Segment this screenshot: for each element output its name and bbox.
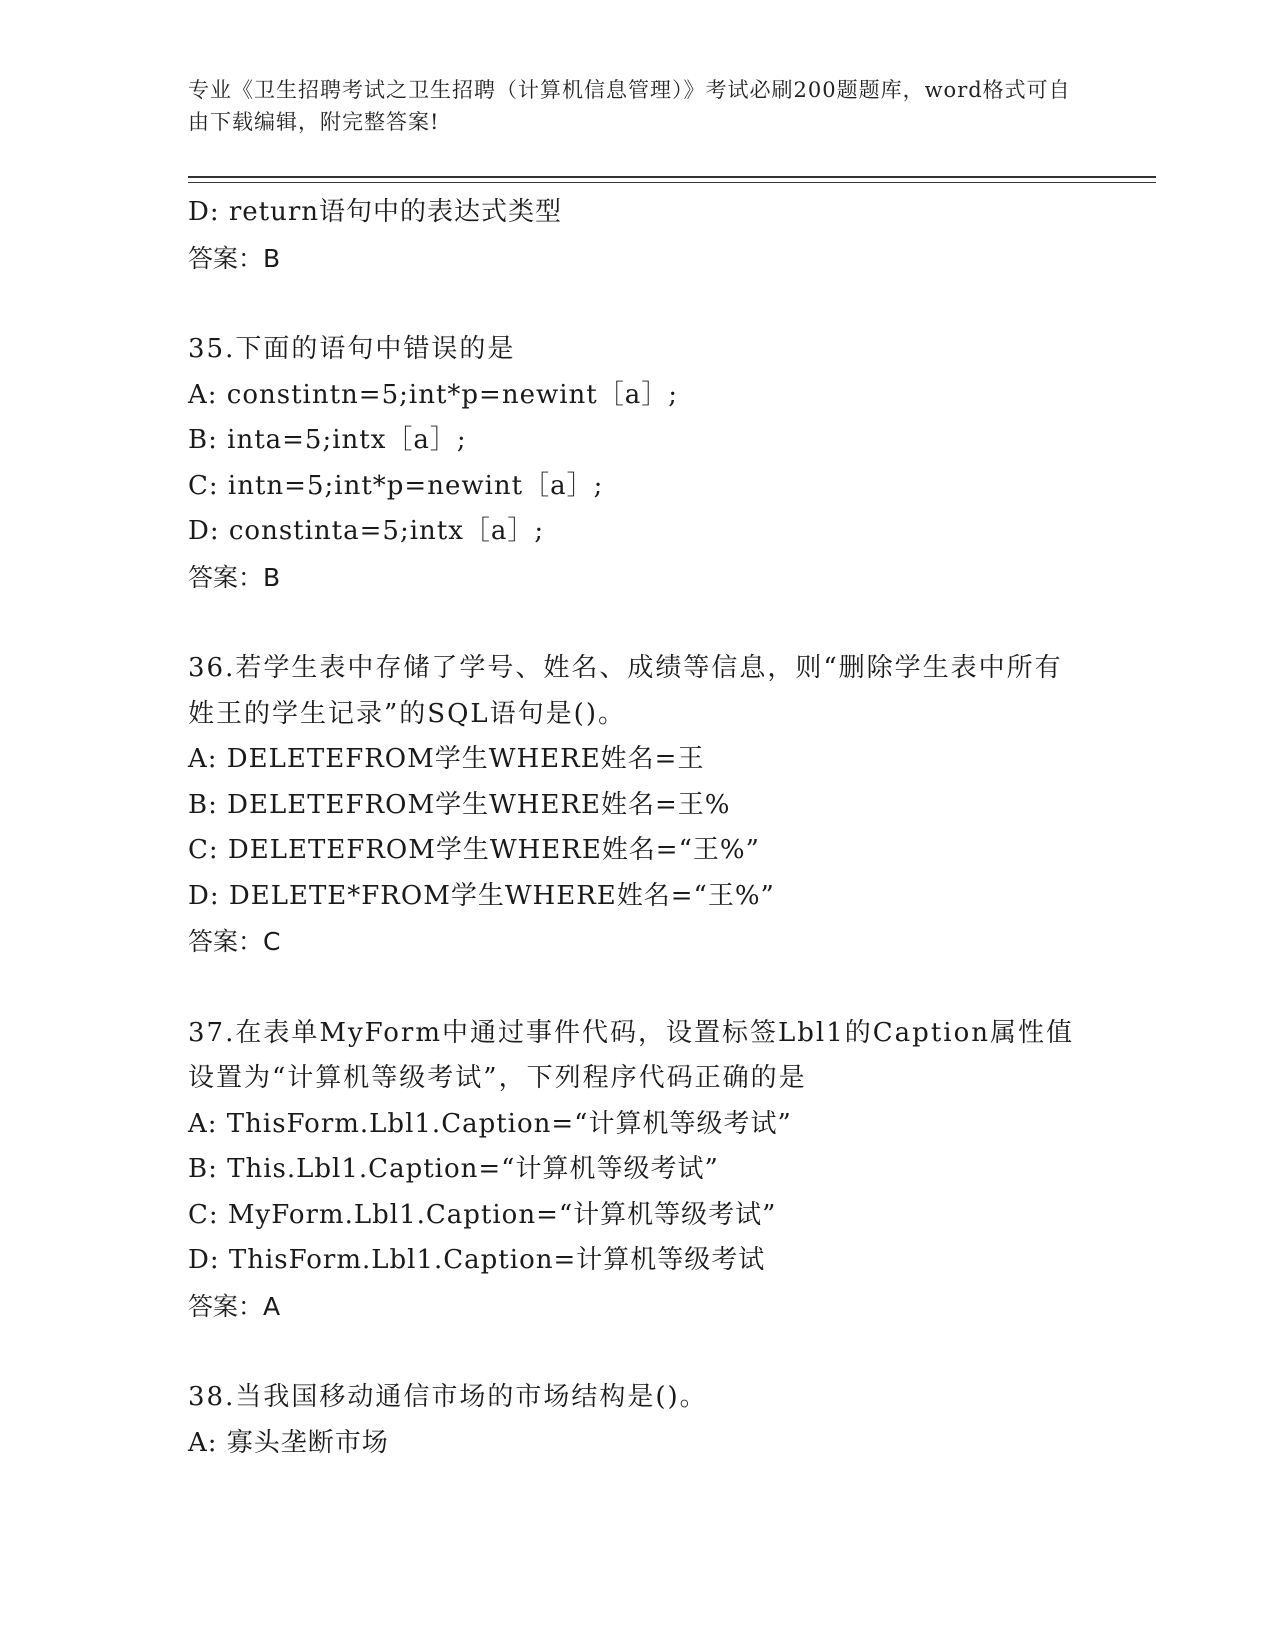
answer-label: 答案：C	[188, 927, 281, 956]
header-divider-thin	[188, 182, 1156, 183]
option-b: B: inta=5;intx［a］;	[188, 425, 467, 455]
spacer	[188, 600, 1088, 646]
spacer	[188, 1329, 1088, 1375]
spacer	[188, 281, 1088, 327]
option-a: A: ThisForm.Lbl1.Caption=“计算机等级考试”	[188, 1108, 792, 1139]
question-37: 37.在表单MyForm中通过事件代码，设置标签Lbl1的Caption属性值设置为“计算机等级考试”，下列程序代码正确的是	[188, 1017, 1074, 1093]
answer-label: 答案：B	[188, 562, 281, 592]
option-d: D: ThisForm.Lbl1.Caption=计算机等级考试	[188, 1245, 766, 1275]
option-c: C: MyForm.Lbl1.Caption=“计算机等级考试”	[188, 1199, 777, 1230]
option-a: A: constintn=5;int*p=newint［a］;	[188, 379, 678, 410]
option-d: D: return语句中的表达式类型	[188, 197, 563, 227]
question-35: 35.下面的语句中错误的是	[188, 334, 516, 364]
option-d: D: constinta=5;intx［a］;	[188, 516, 545, 546]
option-b: B: DELETEFROM学生WHERE姓名=王%	[188, 789, 731, 820]
document-body	[188, 190, 1088, 1466]
spacer	[188, 965, 1088, 1011]
answer-label: 答案：A	[188, 1291, 281, 1321]
question-36: 36.若学生表中存储了学号、姓名、成绩等信息，则“删除学生表中所有姓王的学生记录”的SQL语句是()。	[188, 653, 1063, 729]
option-c: C: DELETEFROM学生WHERE姓名=“王%”	[188, 835, 760, 865]
option-a: A: 寡头垄断市场	[188, 1427, 389, 1458]
answer-label: 答案：B	[188, 243, 281, 273]
question-38: 38.当我国移动通信市场的市场结构是()。	[188, 1382, 708, 1412]
header-divider-thick	[188, 176, 1156, 178]
document-header: 专业《卫生招聘考试之卫生招聘（计算机信息管理）》考试必刷200题题库，word格式可自由下载编辑，附完整答案!	[188, 78, 1071, 134]
option-c: C: intn=5;int*p=newint［a］;	[188, 470, 604, 501]
option-a: A: DELETEFROM学生WHERE姓名=王	[188, 744, 705, 774]
option-d: D: DELETE*FROM学生WHERE姓名=“王%”	[188, 880, 775, 911]
option-b: B: This.Lbl1.Caption=“计算机等级考试”	[188, 1154, 719, 1184]
